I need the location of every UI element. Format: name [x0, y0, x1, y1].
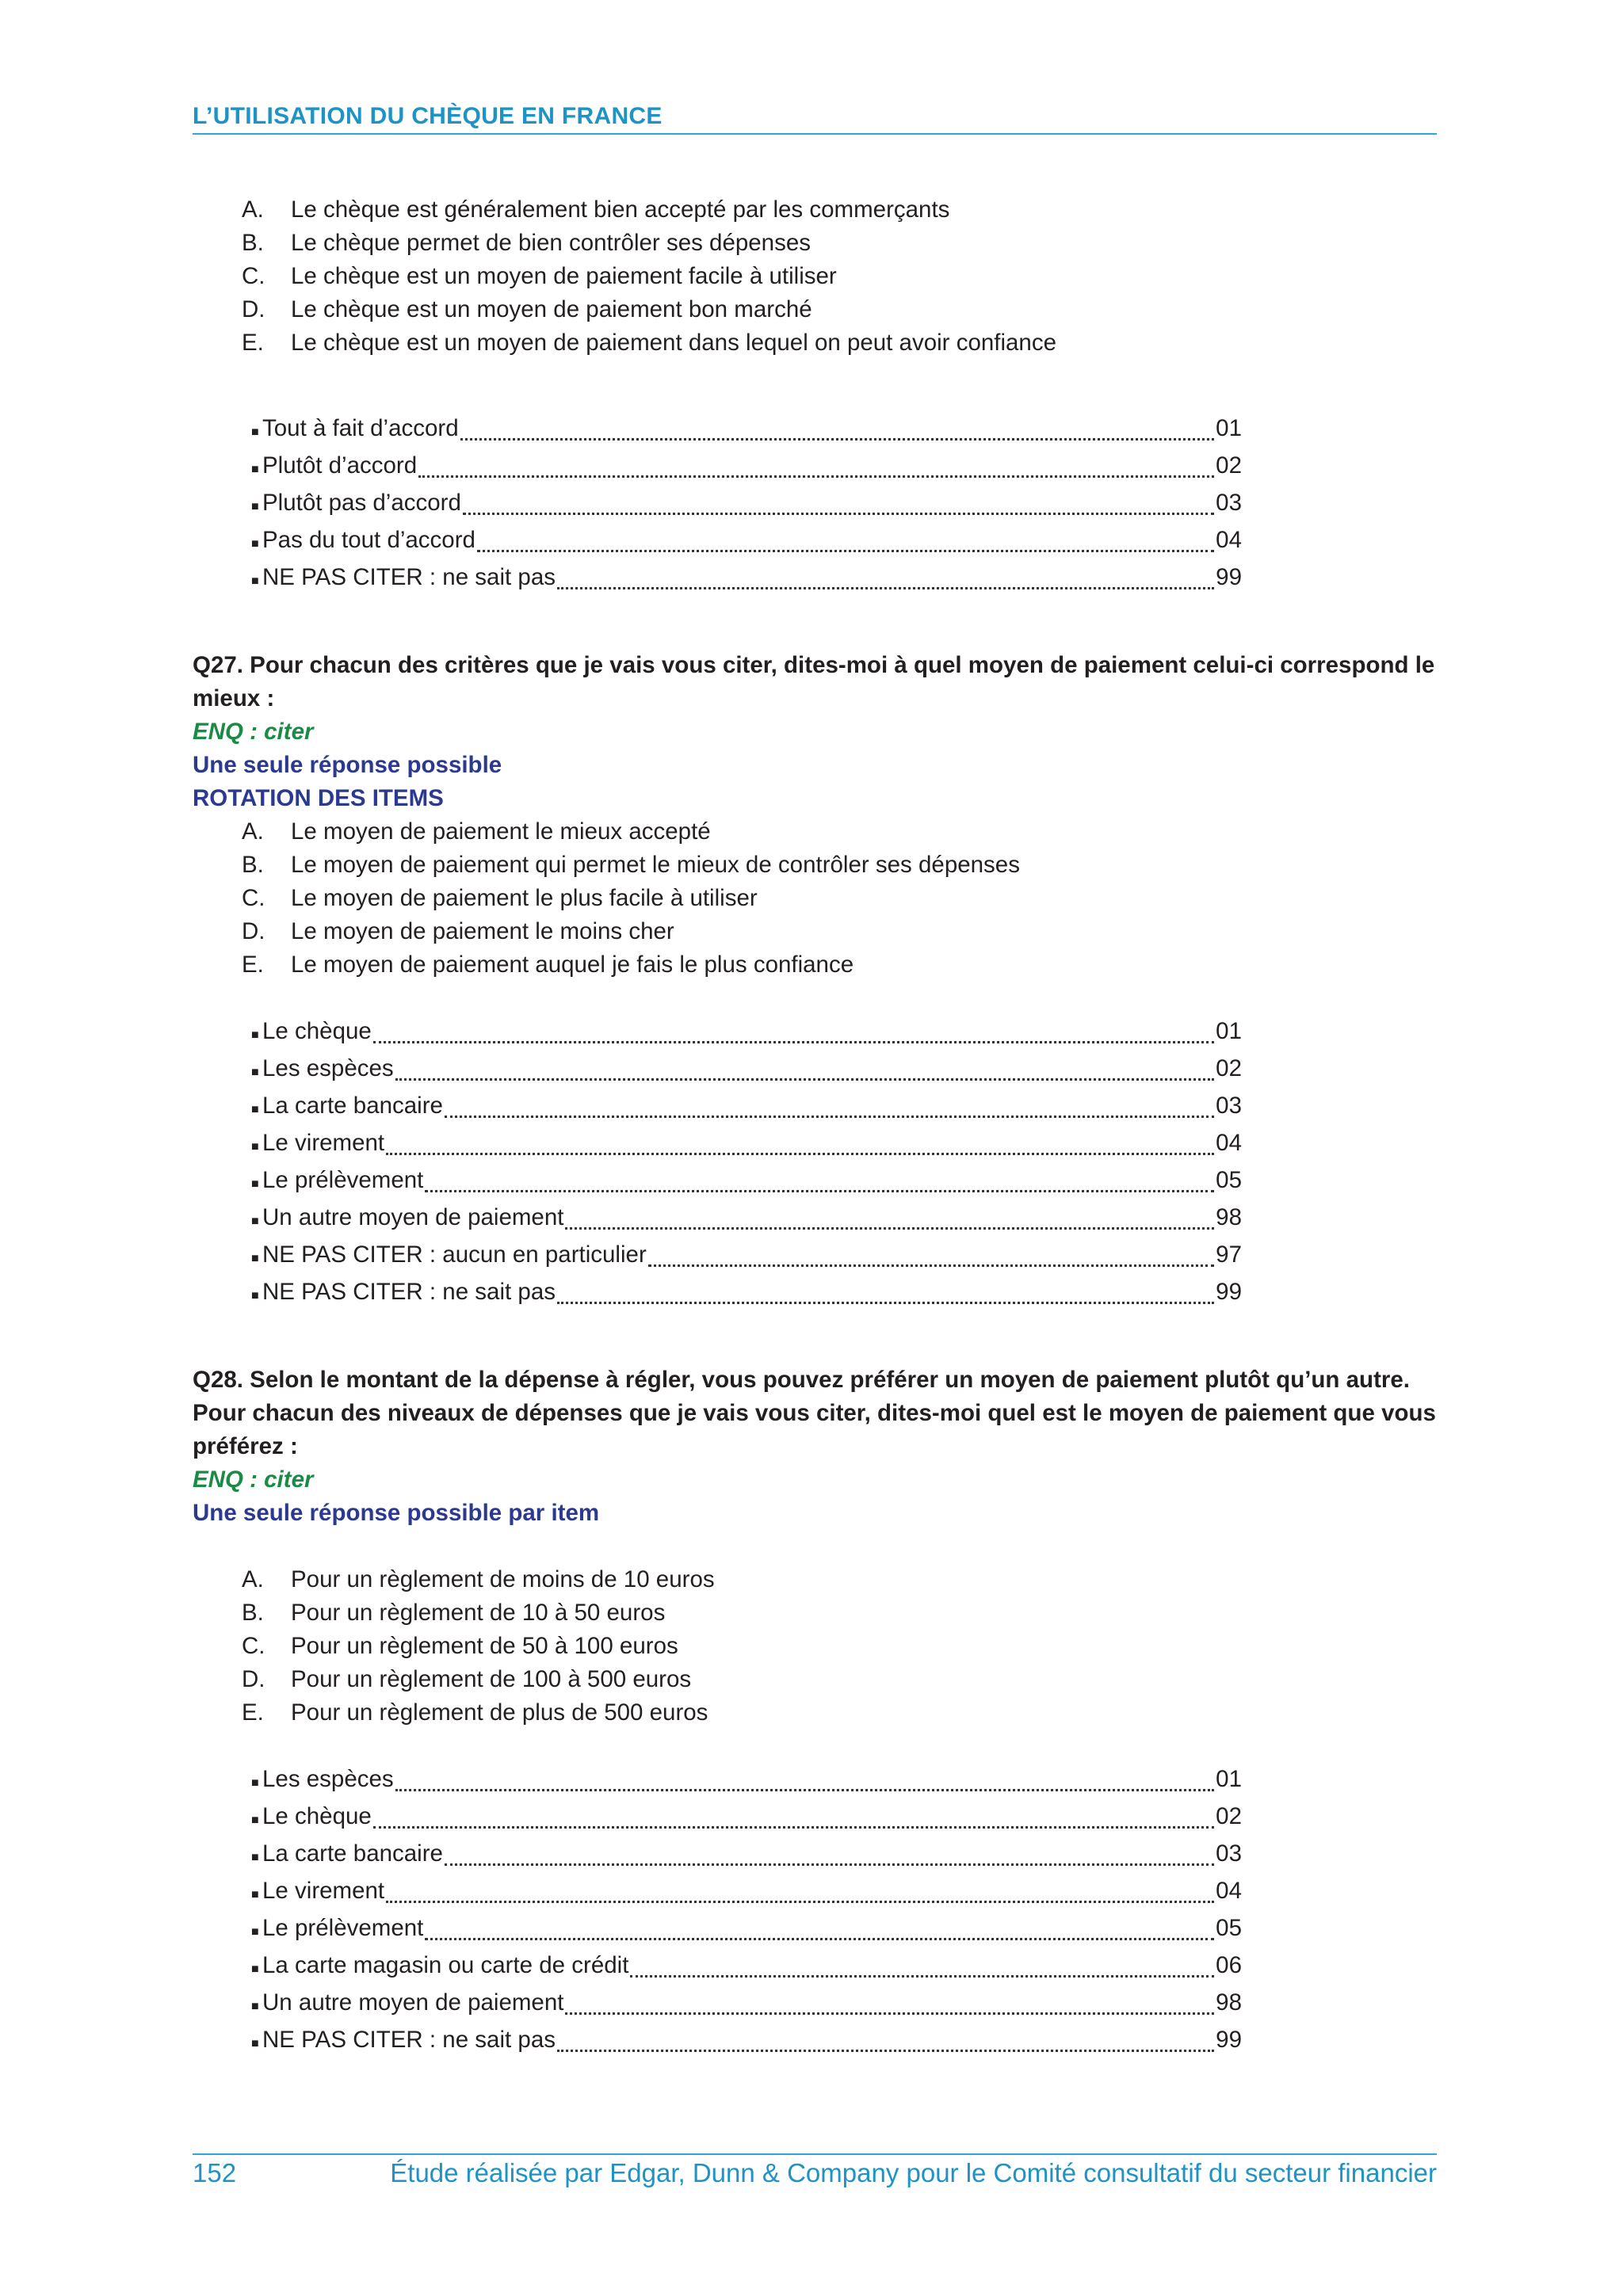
list-item: D. Le moyen de paiement le moins cher	[242, 918, 674, 944]
answer-option: ■ Le chèque 02	[251, 1800, 1242, 1837]
list-item: C. Pour un règlement de 50 à 100 euros	[242, 1633, 678, 1659]
square-bullet-icon: ■	[251, 1851, 259, 1864]
q28-enq-instruction: ENQ : citer	[193, 1466, 314, 1493]
q28-item-list	[193, 1563, 1437, 1730]
q27-answer-list	[193, 1015, 1242, 1313]
q28-title-line1: Q28. Selon le montant de la dépense à régler, vous pouvez préférer un moyen de paiement plutôt qu’un autre.	[193, 1367, 1410, 1393]
q27-instruction-rotation: ROTATION DES ITEMS	[193, 785, 444, 811]
list-item: B. Le chèque permet de bien contrôler ses dépenses	[242, 230, 811, 256]
square-bullet-icon: ■	[251, 537, 259, 551]
answer-option: ■ Plutôt d’accord 02	[251, 449, 1242, 486]
list-item: C. Le moyen de paiement le plus facile à utiliser	[242, 885, 758, 911]
list-item: A. Le moyen de paiement le mieux accepté	[242, 818, 711, 845]
q27-item-list	[193, 815, 1437, 982]
q26-item-list	[193, 193, 1437, 360]
q28-title-line2: Pour chacun des niveaux de dépenses que je vais vous citer, dites-moi quel est le moyen de paiement que vous préférez :	[193, 1400, 1436, 1459]
q27-instruction-single: Une seule réponse possible	[193, 752, 502, 778]
square-bullet-icon: ■	[251, 1814, 259, 1827]
answer-option: ■ Tout à fait d’accord 01	[251, 412, 1242, 449]
answer-option: ■ Un autre moyen de paiement 98	[251, 1986, 1242, 2023]
list-item: A. Le chèque est généralement bien accepté par les commerçants	[242, 196, 950, 223]
answer-option: ■ NE PAS CITER : ne sait pas 99	[251, 1276, 1242, 1313]
answer-option: ■ La carte magasin ou carte de crédit 06	[251, 1949, 1242, 1986]
q28-instruction: Une seule réponse possible par item	[193, 1500, 600, 1526]
square-bullet-icon: ■	[251, 1177, 259, 1191]
answer-option: ■ Le prélèvement 05	[251, 1912, 1242, 1949]
list-item: D. Pour un règlement de 100 à 500 euros	[242, 1666, 692, 1692]
list-item: C. Le chèque est un moyen de paiement facile à utiliser	[242, 263, 837, 289]
q27-enq-instruction: ENQ : citer	[193, 719, 314, 745]
answer-option: ■ Le chèque 01	[251, 1015, 1242, 1052]
page-number: 152	[193, 2158, 237, 2187]
page-footer	[193, 2153, 1437, 2188]
square-bullet-icon: ■	[251, 1776, 259, 1790]
square-bullet-icon: ■	[251, 1028, 259, 1042]
q27-title: Q27. Pour chacun des critères que je vais vous citer, dites-moi à quel moyen de paiement celui-ci correspond le mieux :	[193, 652, 1435, 711]
square-bullet-icon: ■	[251, 500, 259, 513]
list-item: B. Pour un règlement de 10 à 50 euros	[242, 1600, 666, 1626]
list-item: E. Le chèque est un moyen de paiement dans lequel on peut avoir confiance	[242, 330, 1056, 356]
answer-option: ■ La carte bancaire 03	[251, 1837, 1242, 1875]
square-bullet-icon: ■	[251, 574, 259, 588]
header-title: L’UTILISATION DU CHÈQUE EN FRANCE	[193, 103, 663, 129]
answer-option: ■ NE PAS CITER : ne sait pas 99	[251, 561, 1242, 598]
square-bullet-icon: ■	[251, 2037, 259, 2050]
square-bullet-icon: ■	[251, 1252, 259, 1265]
square-bullet-icon: ■	[251, 1066, 259, 1079]
square-bullet-icon: ■	[251, 1103, 259, 1116]
answer-option: ■ Les espèces 02	[251, 1052, 1242, 1089]
answer-option: ■ La carte bancaire 03	[251, 1089, 1242, 1127]
footer-credit: Étude réalisée par Edgar, Dunn & Company pour le Comité consultatif du secteur financier	[390, 2158, 1437, 2187]
list-item: D. Le chèque est un moyen de paiement bon marché	[242, 296, 812, 322]
square-bullet-icon: ■	[251, 1140, 259, 1154]
answer-option: ■ Un autre moyen de paiement 98	[251, 1201, 1242, 1238]
square-bullet-icon: ■	[251, 2000, 259, 2013]
answer-option: ■ Les espèces 01	[251, 1763, 1242, 1800]
square-bullet-icon: ■	[251, 1962, 259, 1976]
list-item: A. Pour un règlement de moins de 10 euros	[242, 1566, 715, 1592]
answer-option: ■ Le virement 04	[251, 1875, 1242, 1912]
q28-answer-list	[193, 1763, 1242, 2061]
answer-option: ■ NE PAS CITER : aucun en particulier 97	[251, 1238, 1242, 1276]
list-item: B. Le moyen de paiement qui permet le mieux de contrôler ses dépenses	[242, 852, 1020, 878]
answer-option: ■ Plutôt pas d’accord 03	[251, 486, 1242, 524]
square-bullet-icon: ■	[251, 1289, 259, 1302]
square-bullet-icon: ■	[251, 1888, 259, 1901]
list-item: E. Le moyen de paiement auquel je fais le plus confiance	[242, 952, 854, 978]
square-bullet-icon: ■	[251, 1925, 259, 1939]
answer-option: ■ Le virement 04	[251, 1127, 1242, 1164]
list-item: E. Pour un règlement de plus de 500 euros	[242, 1699, 708, 1726]
answer-option: ■ Le prélèvement 05	[251, 1164, 1242, 1201]
page-header	[193, 103, 1437, 135]
square-bullet-icon: ■	[251, 425, 259, 439]
answer-option: ■ Pas du tout d’accord 04	[251, 524, 1242, 561]
square-bullet-icon: ■	[251, 463, 259, 476]
page-content	[193, 193, 1437, 2061]
q26-answer-list	[193, 412, 1242, 598]
answer-option: ■ NE PAS CITER : ne sait pas 99	[251, 2023, 1242, 2061]
square-bullet-icon: ■	[251, 1215, 259, 1228]
